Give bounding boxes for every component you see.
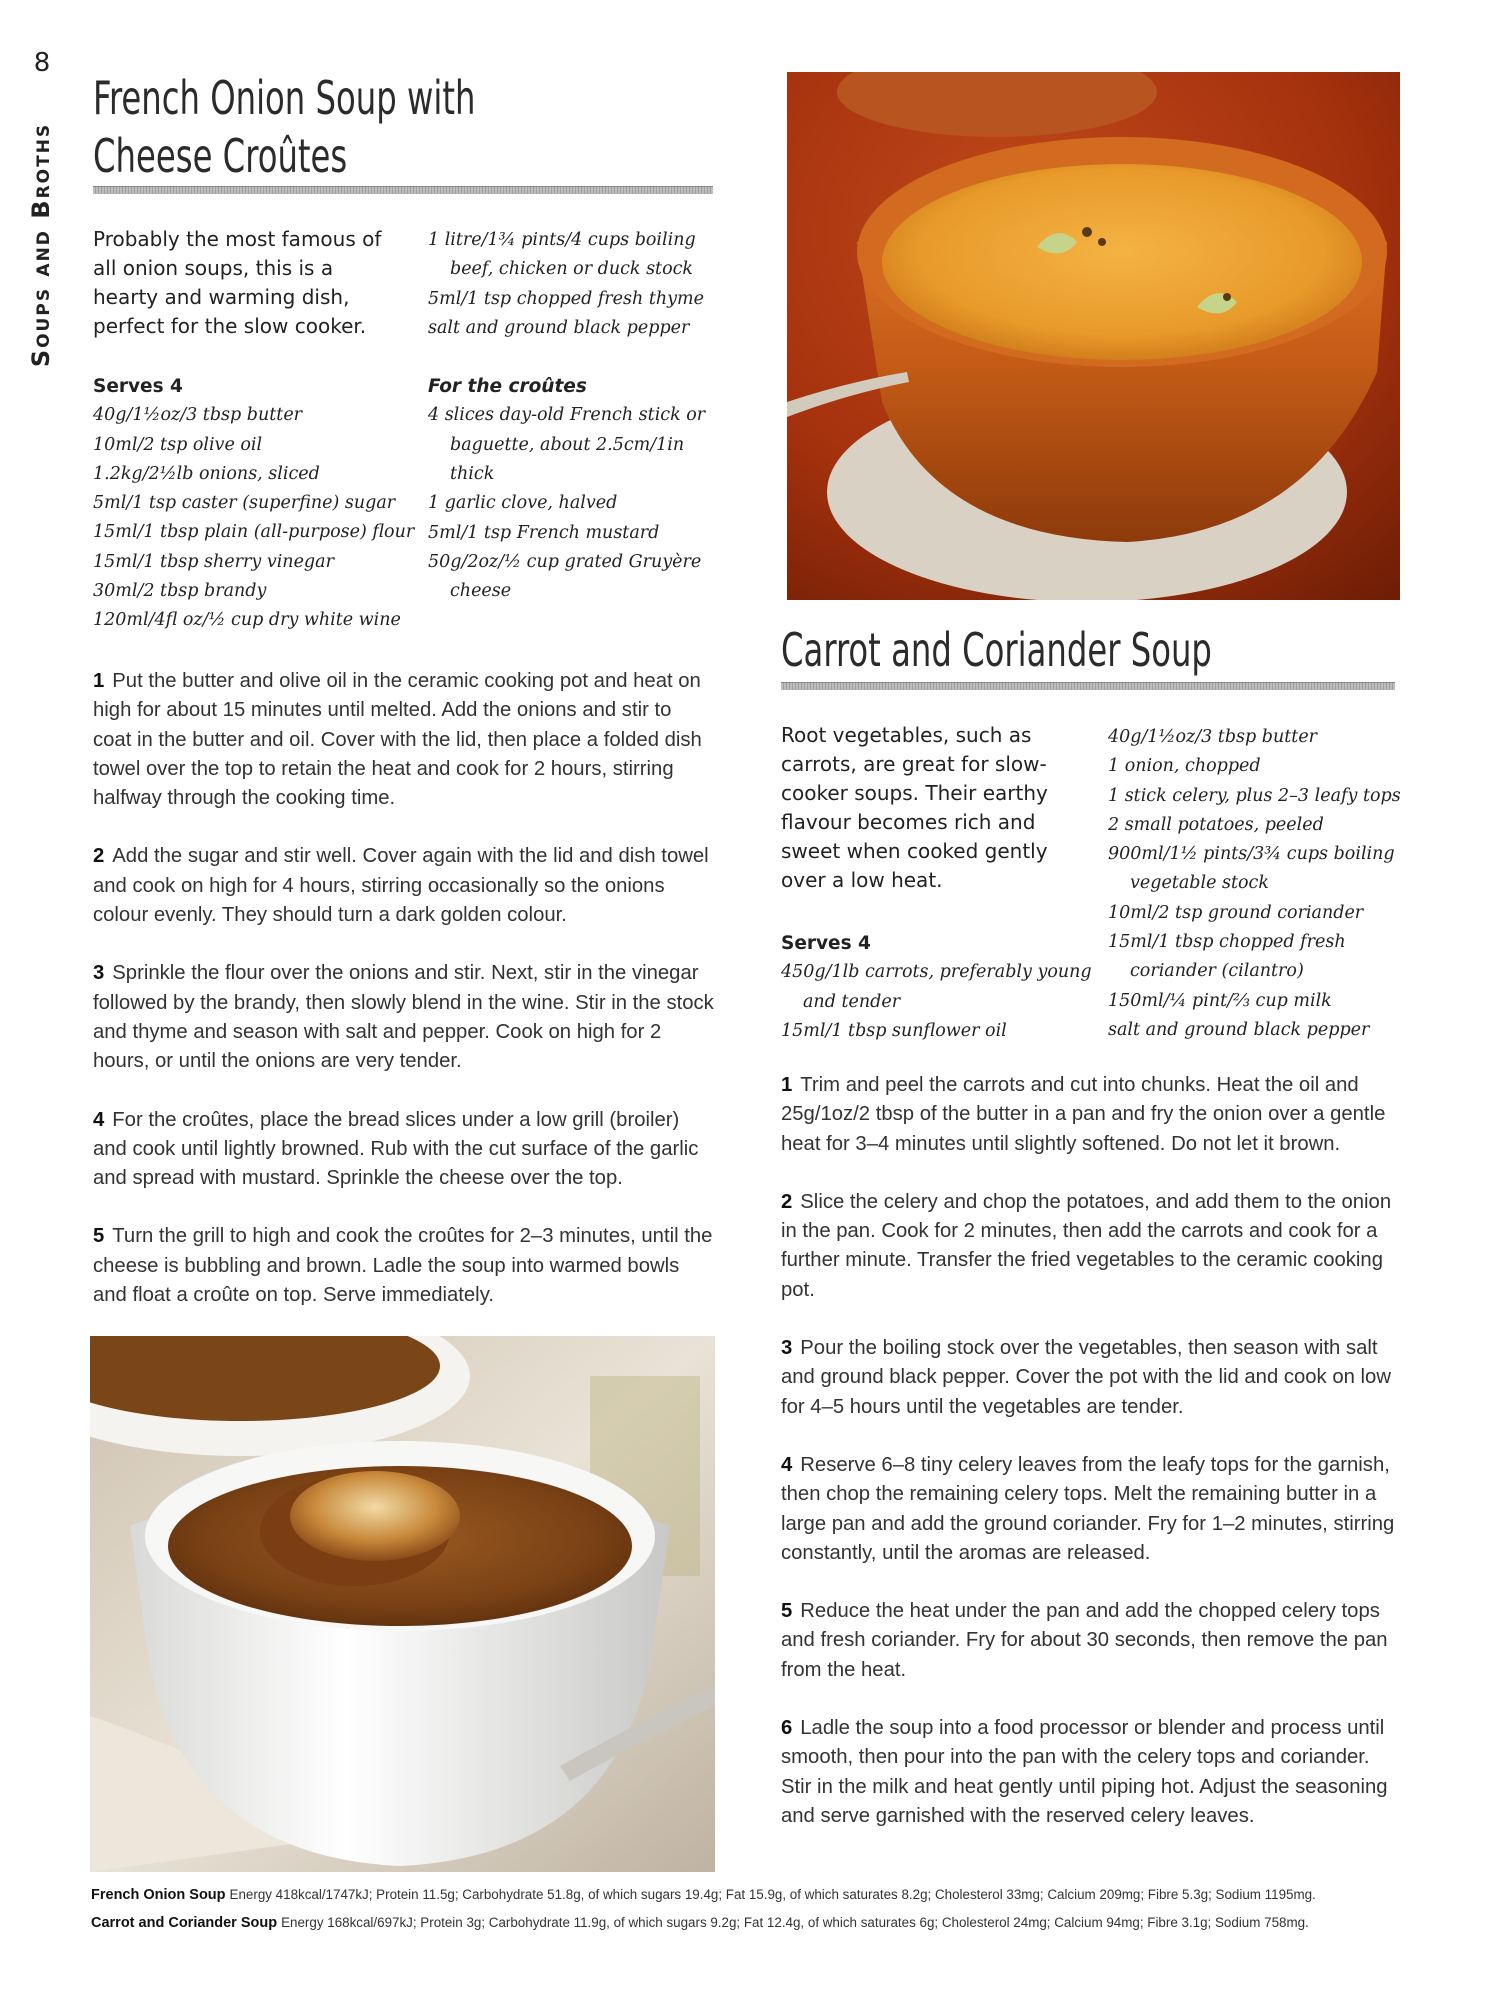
nutrition-values: Energy 418kcal/1747kJ; Protein 11.5g; Carbohydrate 51.8g, of which sugars 19.4g; Fat 15.9g, of which saturates 8.2g; Cholesterol 33mg; Calcium 209mg; Fibre 5.3g; Sodium 1195mg. bbox=[229, 1887, 1316, 1902]
method-step bbox=[781, 1451, 1405, 1568]
step-number: 5 bbox=[781, 1600, 793, 1623]
nutrition-recipe-name: French Onion Soup bbox=[91, 1887, 226, 1903]
ingredient-item: 5ml/1 tsp chopped fresh thyme bbox=[428, 288, 704, 309]
ingredient-item: 40g/1½oz/3 tbsp butter bbox=[1108, 727, 1318, 747]
ingredient-item: 1 stick celery, plus 2–3 leafy tops bbox=[1108, 785, 1401, 806]
ingredient-item: 1.2kg/2½lb onions, sliced bbox=[93, 463, 320, 484]
method-step bbox=[781, 1071, 1405, 1159]
ingredient-item: 1 onion, chopped bbox=[1108, 756, 1261, 777]
method-step bbox=[781, 1188, 1405, 1305]
carrot-soup-photo bbox=[787, 72, 1400, 600]
step-text: Ladle the soup into a food processor or blender and process until smooth, then pour into the pan with the celery tops and coriander. Stir in the milk and heat gently until piping hot. Adjust the seasoning and serve garnished with the reserved celery leaves. bbox=[781, 1717, 1388, 1827]
nutrition-row bbox=[91, 1881, 1411, 1909]
ingredient-item: 900ml/1½ pints/3¾ cups boiling vegetable stock bbox=[1108, 844, 1395, 894]
recipe1-title-rule bbox=[93, 186, 713, 194]
page-number: 8 bbox=[33, 48, 51, 78]
recipe1-title-line2: Cheese Croûtes bbox=[93, 129, 348, 183]
ingredient-item: 30ml/2 tbsp brandy bbox=[93, 581, 267, 602]
ingredient-item: salt and ground black pepper bbox=[428, 317, 690, 338]
ingredient-item: 15ml/1 tbsp sunflower oil bbox=[781, 1020, 1007, 1041]
croute-ingredient-item: 50g/2oz/½ cup grated Gruyère cheese bbox=[428, 551, 702, 602]
step-number: 6 bbox=[781, 1717, 793, 1740]
recipe2-intro: Root vegetables, such as carrots, are great for slow-cooker soups. Their earthy flavour becomes rich and sweet when cooked gently over a low heat. bbox=[781, 723, 1048, 892]
method-step bbox=[781, 1597, 1405, 1685]
ingredient-item: 40g/1½oz/3 tbsp butter bbox=[93, 405, 303, 426]
nutrition-recipe-name: Carrot and Coriander Soup bbox=[91, 1915, 278, 1931]
method-step bbox=[93, 1222, 715, 1310]
section-title: Soups and Broths bbox=[27, 122, 55, 368]
step-text: Reduce the heat under the pan and add the chopped celery tops and fresh coriander. Fry for about 30 seconds, then remove the pan from the heat. bbox=[781, 1600, 1388, 1681]
recipe1-serves: Serves 4 bbox=[93, 376, 183, 397]
step-text: Slice the celery and chop the potatoes, and add them to the onion in the pan. Cook for 2 minutes, then add the carrots and cook for a further minute. Transfer the fried vegetables to the ceramic cooking pot. bbox=[781, 1190, 1392, 1301]
nutrition-info bbox=[91, 1881, 1411, 1937]
step-number: 3 bbox=[93, 962, 105, 985]
method-step bbox=[93, 1106, 715, 1194]
step-text: Pour the boiling stock over the vegetables, then season with salt and ground black pepper. Cover the pot with the lid and cook on low for 4–5 hours until the vegetables are tender. bbox=[781, 1337, 1391, 1418]
ingredient-item: 15ml/1 tbsp plain (all-purpose) flour bbox=[93, 522, 415, 543]
ingredient-item: 5ml/1 tsp caster (superfine) sugar bbox=[93, 493, 396, 514]
step-number: 5 bbox=[93, 1225, 105, 1248]
step-number: 2 bbox=[781, 1190, 793, 1213]
croutes-heading: For the croûtes bbox=[428, 376, 587, 398]
method-step bbox=[93, 667, 715, 813]
step-text: For the croûtes, place the bread slices under a low grill (broiler) and cook until lightly browned. Rub with the cut surface of the garlic and spread with mustard. Sprinkle the cheese over the top. bbox=[93, 1108, 699, 1190]
recipe2-title-rule bbox=[781, 682, 1395, 690]
step-number: 1 bbox=[781, 1074, 793, 1096]
step-number: 2 bbox=[93, 845, 105, 868]
method-step bbox=[781, 1334, 1405, 1422]
method-step bbox=[93, 959, 715, 1076]
step-number: 4 bbox=[93, 1108, 105, 1131]
recipe1-intro: Probably the most famous of all onion soups, this is a hearty and warming dish, perfect for the slow cooker. bbox=[93, 227, 382, 338]
recipe1-ingredients-a bbox=[93, 372, 423, 636]
ingredient-item: 150ml/¼ pint/⅔ cup milk bbox=[1108, 990, 1332, 1011]
step-text: Add the sugar and stir well. Cover again with the lid and dish towel and cook on high for 4 hours, stirring occasionally so the onions colour evenly. They should turn a dark golden colour. bbox=[93, 845, 709, 927]
ingredient-item: 10ml/2 tsp ground coriander bbox=[1108, 902, 1364, 923]
ingredient-item: 10ml/2 tsp olive oil bbox=[93, 434, 263, 455]
step-number: 1 bbox=[93, 670, 105, 692]
step-text: Put the butter and olive oil in the ceramic cooking pot and heat on high for about 15 minutes until melted. Add the onions and stir to coat in the butter and oil. Cover with the lid, then place a folded dish towel over the top to retain the heat and cook for 2 hours, stirring halfway through the cooking time. bbox=[93, 670, 702, 810]
method-step bbox=[93, 842, 715, 930]
croute-ingredient-item: 5ml/1 tsp French mustard bbox=[428, 522, 660, 543]
ingredient-item: 1 litre/1¾ pints/4 cups boiling beef, chicken or duck stock bbox=[428, 230, 696, 280]
step-number: 3 bbox=[781, 1337, 793, 1360]
step-number: 4 bbox=[781, 1453, 793, 1476]
recipe2-ingredients-a bbox=[781, 929, 1101, 1046]
ingredient-item: 15ml/1 tbsp sherry vinegar bbox=[93, 551, 334, 572]
ingredient-item: 15ml/1 tbsp chopped fresh coriander (cilantro) bbox=[1108, 932, 1346, 982]
recipe1-method bbox=[93, 667, 715, 1339]
nutrition-row bbox=[91, 1909, 1411, 1937]
step-text: Trim and peel the carrots and cut into chunks. Heat the oil and 25g/1oz/2 tbsp of the butter in a pan and fry the onion over a gentle heat for 3–4 minutes until slightly softened. Do not let it brown. bbox=[781, 1074, 1386, 1155]
croute-ingredient-item: 4 slices day-old French stick or baguette, about 2.5cm/1in thick bbox=[428, 405, 706, 485]
recipe2-serves: Serves 4 bbox=[781, 933, 871, 954]
recipe2-title: Carrot and Coriander Soup bbox=[781, 623, 1212, 677]
recipe2-ingredients-b bbox=[1108, 723, 1408, 1045]
recipe1-title-line1: French Onion Soup with bbox=[93, 71, 476, 125]
french-onion-soup-photo bbox=[90, 1336, 715, 1872]
ingredient-item: salt and ground black pepper bbox=[1108, 1019, 1370, 1040]
ingredient-item: 450g/1lb carrots, preferably young and tender bbox=[781, 962, 1092, 1012]
croute-ingredient-item: 1 garlic clove, halved bbox=[428, 493, 618, 514]
recipe2-method bbox=[781, 1071, 1405, 1860]
step-text: Sprinkle the flour over the onions and stir. Next, stir in the vinegar followed by the brandy, then slowly blend in the wine. Stir in the stock and thyme and season with salt and pepper. Cook on high for 2 hours, or until the onions are very tender. bbox=[93, 962, 714, 1073]
step-text: Reserve 6–8 tiny celery leaves from the leafy tops for the garnish, then chop the remaining celery tops. Melt the remaining butter in a large pan and add the ground coriander. Fry for 1–2 minutes, stirring constantly, until the aromas are released. bbox=[781, 1453, 1395, 1564]
nutrition-values: Energy 168kcal/697kJ; Protein 3g; Carbohydrate 11.9g, of which sugars 9.2g; Fat 12.4g, of which saturates 6g; Cholesterol 24mg; Calcium 94mg; Fibre 3.1g; Sodium 758mg. bbox=[281, 1915, 1309, 1930]
recipe1-ingredients-b bbox=[428, 226, 728, 607]
method-step bbox=[781, 1714, 1405, 1831]
ingredient-item: 2 small potatoes, peeled bbox=[1108, 814, 1324, 835]
step-text: Turn the grill to high and cook the croûtes for 2–3 minutes, until the cheese is bubbling and brown. Ladle the soup into warmed bowls and float a croûte on top. Serve immediately. bbox=[93, 1225, 713, 1307]
ingredient-item: 120ml/4fl oz/½ cup dry white wine bbox=[93, 610, 401, 631]
